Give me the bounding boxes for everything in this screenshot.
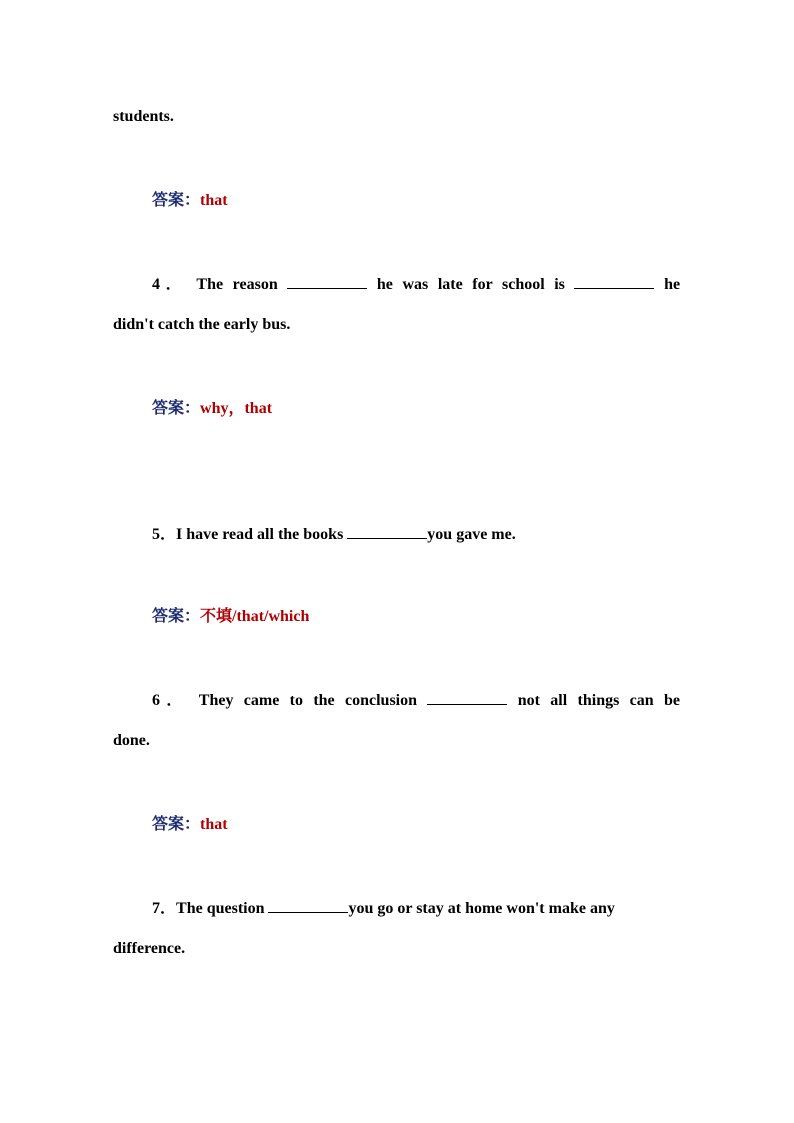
answer-5 [152, 607, 680, 627]
word: all [550, 692, 568, 709]
word: things [577, 692, 620, 709]
word: conclusion [345, 692, 418, 709]
answer-blank[interactable] [287, 274, 367, 289]
question-4 [152, 274, 680, 295]
word: late [437, 276, 463, 293]
answer-blank[interactable] [347, 524, 427, 539]
question-6 [152, 690, 680, 711]
question-6-text: done. [113, 732, 150, 749]
answer-value: that [200, 192, 228, 209]
word: not [517, 692, 540, 709]
question-4-continuation [113, 315, 680, 335]
word: The [196, 276, 224, 293]
answer-value: why，that [200, 400, 273, 417]
word: he [376, 276, 393, 293]
answer-label: 答案： [152, 608, 201, 625]
answer-3 [152, 191, 680, 211]
question-number: 6． [152, 692, 189, 709]
question-5 [152, 524, 680, 545]
answer-6 [152, 815, 680, 835]
question-3-text: students. [113, 108, 174, 125]
word: for [472, 276, 493, 293]
question-number: 5． [152, 526, 177, 543]
word: he [664, 276, 681, 293]
answer-blank[interactable] [427, 690, 507, 705]
word: They [198, 692, 234, 709]
answer-blank[interactable] [574, 274, 654, 289]
word: school [501, 276, 545, 293]
word: be [664, 692, 680, 709]
word: can [629, 692, 654, 709]
answer-value: 不填/that/which [200, 608, 310, 625]
word: reason [232, 276, 278, 293]
question-7-text: The question [176, 900, 269, 917]
answer-value: that [200, 816, 228, 833]
question-4-text: didn't catch the early bus. [113, 316, 291, 333]
word: the [313, 692, 335, 709]
word: came [243, 692, 280, 709]
question-number: 4． [152, 276, 188, 293]
word: to [289, 692, 303, 709]
answer-label: 答案： [152, 192, 201, 209]
question-7-text: difference. [113, 940, 186, 957]
question-6-continuation [113, 731, 680, 751]
question-number: 7． [152, 900, 177, 917]
question-3-continuation [113, 107, 680, 127]
answer-4 [152, 399, 680, 419]
word: is [554, 276, 565, 293]
answer-label: 答案： [152, 816, 201, 833]
question-5-text: I have read all the books [176, 526, 348, 543]
question-7 [152, 898, 680, 919]
question-5-text-end: you gave me. [427, 526, 516, 543]
question-7-text-end: you go or stay at home won't make any [348, 900, 615, 917]
answer-label: 答案： [152, 400, 201, 417]
question-7-continuation [113, 939, 680, 959]
word: was [402, 276, 429, 293]
answer-blank[interactable] [268, 898, 348, 913]
